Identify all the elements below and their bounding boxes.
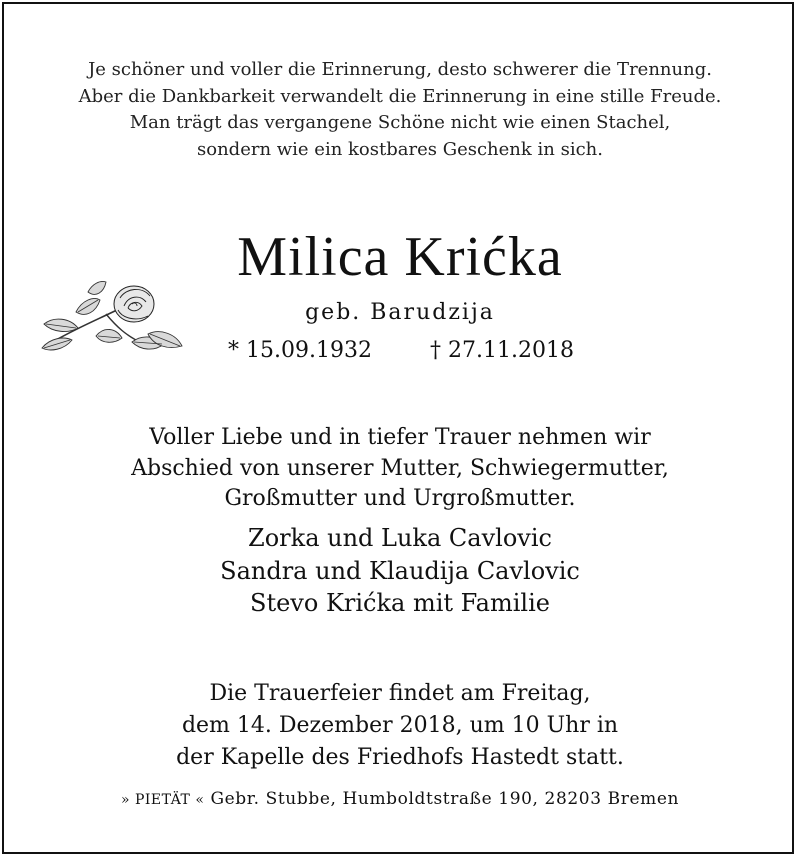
farewell-line: Großmutter und Urgroßmutter.: [224, 486, 576, 511]
farewell-text: [0, 423, 800, 515]
ceremony-line: dem 14. Dezember 2018, um 10 Uhr in: [181, 713, 619, 738]
farewell-line: Abschied von unserer Mutter, Schwiegermutter,: [131, 455, 669, 481]
undertaker-brand: » PIETÄT «: [120, 792, 205, 808]
mourner-name: Stevo Krićka mit Familie: [250, 589, 550, 617]
death-date: † 27.11.2018: [430, 338, 574, 363]
quote-line: Aber die Dankbarkeit verwandelt die Erinnerung in eine stille Freude.: [78, 85, 722, 107]
quote-line: Je schöner und voller die Erinnerung, desto schwerer die Trennung.: [88, 59, 712, 80]
undertaker-info: [0, 787, 800, 812]
birth-date: * 15.09.1932: [228, 338, 372, 363]
undertaker-address: Gebr. Stubbe, Humboldtstraße 190, 28203 Bremen: [210, 789, 680, 809]
mourners-list: [0, 522, 800, 620]
mourner-name: Sandra und Klaudija Cavlovic: [220, 556, 580, 585]
ceremony-line: der Kapelle des Friedhofs Hastedt statt.: [176, 745, 624, 770]
mourner-name: Zorka und Luka Cavlovic: [248, 524, 552, 552]
farewell-line: Voller Liebe und in tiefer Trauer nehmen wir: [149, 425, 651, 450]
ceremony-line: Die Trauerfeier findet am Freitag,: [209, 681, 591, 706]
deceased-name: Milica Krićka: [237, 226, 563, 288]
rose-icon: [36, 278, 186, 364]
ceremony-info: [0, 678, 800, 774]
quote-line: sondern wie ein kostbares Geschenk in sich.: [197, 138, 603, 160]
memorial-quote: [0, 57, 800, 163]
quote-line: Man trägt das vergangene Schöne nicht wie einen Stachel,: [129, 112, 671, 133]
birth-name: geb. Barudzija: [305, 300, 495, 325]
